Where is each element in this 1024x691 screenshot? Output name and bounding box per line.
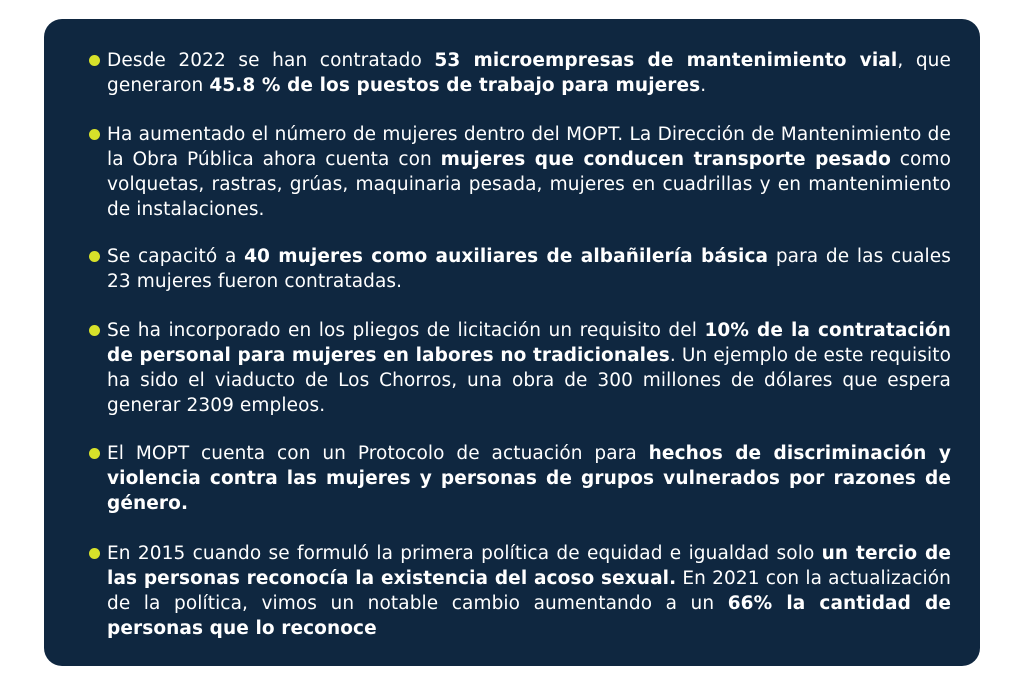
- bullet-item-mujeres-mopt: [89, 122, 951, 222]
- bullet-dot-icon: [89, 251, 100, 262]
- bullet-text: Se capacitó a: [107, 246, 245, 267]
- bullet-item-protocolo: [89, 441, 951, 516]
- bullet-text: .: [700, 75, 707, 96]
- bullet-dot-icon: [89, 325, 100, 336]
- bullet-dot-icon: [89, 548, 100, 559]
- bullet-text: En 2021 con la actualización de la política, vimos un notable cambio aumentando a un: [107, 568, 951, 614]
- bullet-highlight: 45.8 % de los puestos de trabajo para mujeres: [209, 75, 701, 96]
- content-panel: [44, 19, 980, 666]
- bullet-text: como volquetas, rastras, grúas, maquinaria pesada, mujeres en cuadrillas y en mantenimiento de instalaciones.: [107, 149, 951, 220]
- bullet-highlight: hechos de discriminación y violencia contra las mujeres y personas de grupos vulnerados por razones de género.: [107, 443, 951, 514]
- bullet-text: . Un ejemplo de este requisito ha sido el viaducto de Los Chorros, una obra de 300 millones de dólares que espera generar 2309 empleos.: [107, 345, 951, 416]
- bullet-text: Desde 2022 se han contratado: [107, 50, 435, 71]
- bullet-text: , que generaron: [107, 50, 951, 96]
- bullet-dot-icon: [89, 448, 100, 459]
- bullet-dot-icon: [89, 129, 100, 140]
- bullet-text: En 2015 cuando se formuló la primera política de equidad e igualdad solo: [107, 543, 822, 564]
- bullet-highlight: 10% de la contratación de personal para mujeres en labores no tradicionales: [107, 320, 952, 366]
- bullet-list: [89, 48, 951, 641]
- bullet-item-politica-equidad: [89, 541, 951, 641]
- bullet-item-capacitacion: [89, 244, 951, 294]
- bullet-highlight: 40 mujeres como auxiliares de albañilería básica: [244, 246, 769, 267]
- bullet-text: Ha aumentado el número de mujeres dentro del MOPT. La Dirección de Mantenimiento de la Obra Pública ahora cuenta con: [107, 124, 951, 170]
- bullet-dot-icon: [89, 55, 100, 66]
- bullet-text: El MOPT cuenta con un Protocolo de actuación para: [107, 443, 649, 464]
- bullet-text: para de las cuales 23 mujeres fueron contratadas.: [107, 246, 952, 292]
- bullet-item-microempresas: [89, 48, 951, 98]
- bullet-highlight: un tercio de las personas reconocía la existencia del acoso sexual.: [107, 543, 951, 589]
- bullet-highlight: 66% la cantidad de personas que lo reconoce: [107, 593, 951, 639]
- bullet-item-licitacion: [89, 318, 951, 418]
- bullet-highlight: 53 microempresas de mantenimiento vial: [434, 50, 898, 71]
- bullet-highlight: mujeres que conducen transporte pesado: [440, 149, 891, 170]
- bullet-text: Se ha incorporado en los pliegos de licitación un requisito del: [107, 320, 705, 341]
